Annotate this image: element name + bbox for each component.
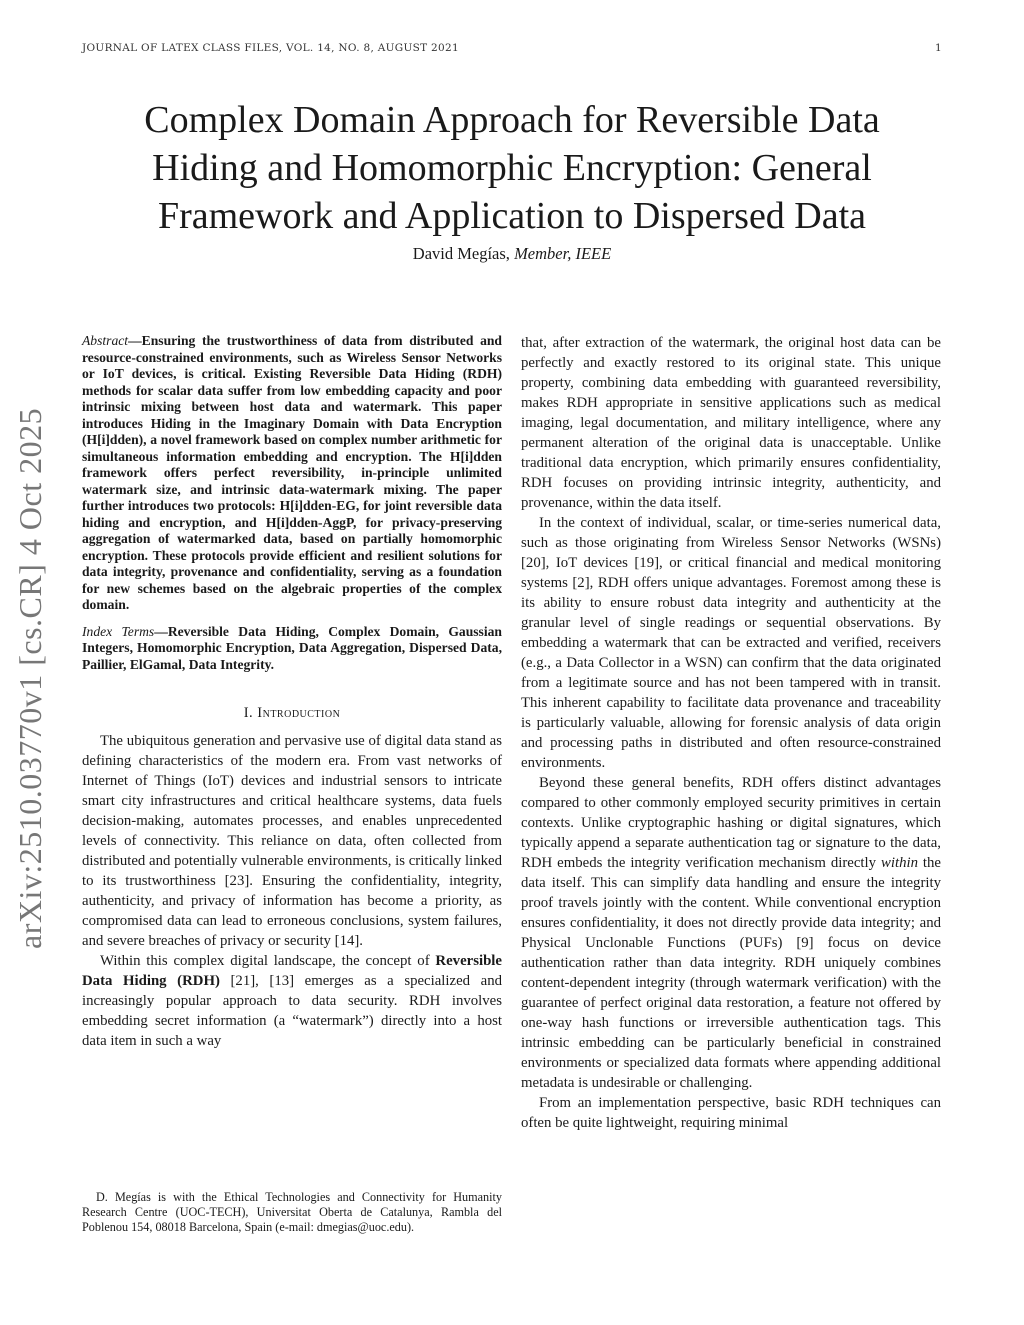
intro-p2-start: Within this complex digital landscape, the concept of xyxy=(100,953,436,969)
intro-paragraph-1: The ubiquitous generation and pervasive use of digital data stand as defining characteristics of the modern era. From vast networks of Internet of Things (IoT) devices and industrial sensors to intricate smart city infrastructures and critical healthcare systems, data fuels decision-making, automates processes, and enables unprecedented levels of connectivity. This reliance on data, often collected from distributed and potentially vulnerable environments, is critically linked to its trustworthiness [23]. Ensuring the confidentiality, integrity, authenticity, and privacy of information has become a priority, as compromised data can lead to erroneous conclusions, system failures, and severe breaches of privacy or security [14]. xyxy=(82,733,502,949)
rdh-term: Reversible Data Hiding (RDH) xyxy=(82,953,502,989)
left-column xyxy=(82,333,502,1051)
abstract-label: Abstract xyxy=(82,333,129,348)
footnote-text: D. Megías is with the Ethical Technologies and Connectivity for Humanity Research Centre (UOC-TECH), Universitat Oberta de Catalunya, Rambla del Poblenou 154, 08018 Barcelona, Spain (e-mail: dmegias@uoc.edu). xyxy=(82,1190,502,1234)
arxiv-identifier[interactable]: arXiv:2510.03770v1 [cs.CR] 4 Oct 2025 xyxy=(12,407,48,949)
intro-p2-end: [21], [13] emerges as a specialized and increasingly popular approach to data security. RDH involves embedding secret information (a “watermark”) directly into a host data item in such a way xyxy=(82,973,502,1049)
right-paragraph-1: that, after extraction of the watermark, the original host data can be perfectly and exactly restored to its original state. This unique property, combining data embedding with guaranteed reversibility, makes RDH appropriate in sensitive applications such as medical imaging, legal documentation, and military intelligence, where any permanent alteration of the original data is unacceptable. Unlike traditional data encryption, which primarily ensures confidentiality, RDH focuses on providing intrinsic integrity, authenticity, and provenance, within the data itself. xyxy=(521,335,941,511)
index-terms-label: Index Terms xyxy=(82,623,155,639)
author-footnote xyxy=(82,1190,502,1235)
right-column xyxy=(521,333,941,1133)
abstract-text: —Ensuring the trustworthiness of data from distributed and resource-constrained environments, such as Wireless Sensor Networks or IoT devices, is critical. Existing Reversible Data Hiding (RDH) methods for scalar data suffer from low embedding capacity and poor intrinsic mixing between host data and watermark. This paper introduces Hiding in the Imaginary Domain with Data Encryption (H[i]dden), a novel framework based on complex number arithmetic for simultaneous information embedding and encryption. The H[i]dden framework offers perfect reversibility, in-principle unlimited watermark size, and intrinsic data-watermark mixing. The paper further introduces two protocols: H[i]dden-EG, for joint reversible data hiding and encryption, and H[i]dden-AggP, for privacy-preserving aggregation of watermarked data, based on partially homomorphic encryption. These protocols provide efficient and resilient solutions for data integrity, provenance and confidentiality, serving as a foundation for new schemes based on the algebraic properties of the complex domain. xyxy=(82,333,502,612)
emphasis-within: within xyxy=(880,855,918,871)
section-heading-introduction: I. Introduction xyxy=(243,705,341,721)
right-paragraph-3 xyxy=(521,773,941,1093)
journal-name: JOURNAL OF LATEX CLASS FILES, VOL. 14, NO. 8, AUGUST 2021 xyxy=(82,42,459,54)
right-p3-start: Beyond these general benefits, RDH offers distinct advantages compared to other commonly employed security primitives in certain contexts. Unlike cryptographic hashing or digital signatures, which typically append a separate authentication tag or signature to the data, RDH embeds the integrity verification mechanism directly xyxy=(521,775,941,871)
right-paragraph-4: From an implementation perspective, basic RDH techniques can often be quite lightweight, requiring minimal xyxy=(521,1095,941,1131)
page-number: 1 xyxy=(935,42,942,54)
author-line xyxy=(100,244,924,264)
right-paragraph-2: In the context of individual, scalar, or time-series numerical data, such as those originating from Wireless Sensor Networks (WSNs) [20], IoT devices [19], or critical financial and medical monitoring systems [2], RDH offers unique advantages. Foremost among these is its ability to ensure robust data integrity and authenticity at the granular level of single readings or sequential observations. By embedding a watermark that can be extracted and verified, receivers (e.g., a Data Collector in a WSN) can confirm that the data originated from a legitimate source and has not been tampered with in transit. This inherent capability to facilitate data provenance and traceability is particularly valuable, allowing for forensic analysis of data origin and processing paths in distributed and often resource-constrained environments. xyxy=(521,515,941,771)
intro-paragraph-2 xyxy=(82,951,502,1051)
index-terms xyxy=(82,624,502,674)
author-name: David Megías, xyxy=(412,244,510,263)
right-p3-end: the data itself. This can simplify data handling and ensure the integrity proof travels jointly with the content. While conventional encryption ensures confidentiality, it does not directly provide data integrity; and Physical Unclonable Functions (PUFs) [9] focus on device authentication rather than data integrity. RDH uniquely combines content-dependent integrity (through watermark verification) with the guarantee of perfect original data restoration, a feature not offered by one-way hash functions or irreversible authentication tags. This intrinsic embedding can be particularly beneficial in constrained environments or specialized data formats where appending additional metadata is undesirable or challenging. xyxy=(521,855,941,1091)
running-header xyxy=(82,42,942,54)
author-role: Member, IEEE xyxy=(514,244,612,263)
index-terms-text: —Reversible Data Hiding, Complex Domain, Gaussian Integers, Homomorphic Encryption, Data Aggregation, Dispersed Data, Paillier, ElGamal, Data Integrity. xyxy=(82,623,502,672)
paper-title: Complex Domain Approach for Reversible Data Hiding and Homomorphic Encryption: General Framework and Application to Dispersed Data xyxy=(144,99,880,237)
abstract xyxy=(82,333,502,614)
